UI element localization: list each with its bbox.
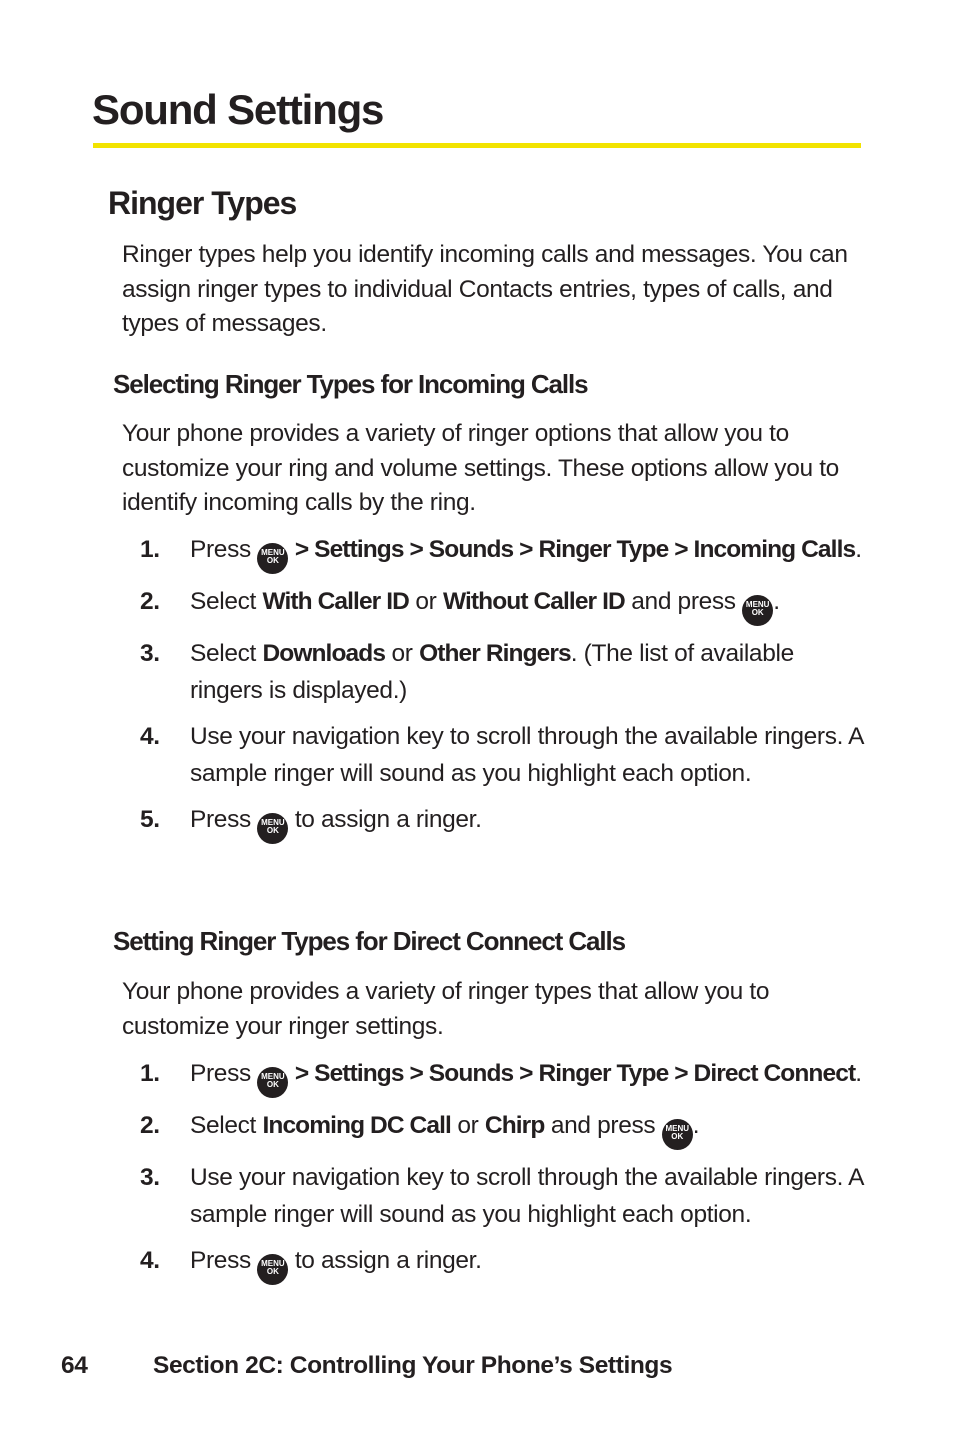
footer-section-title: Section 2C: Controlling Your Phone’s Settings [153, 1352, 673, 1379]
heading-incoming-calls: Selecting Ringer Types for Incoming Calls [113, 369, 588, 399]
incoming-step-2 [140, 584, 870, 626]
step-text: Press [190, 1247, 251, 1274]
page-title: Sound Settings [92, 86, 384, 133]
step-number: 3. [140, 640, 160, 667]
dc-step-1 [140, 1056, 870, 1098]
step-text: to assign a ringer. [294, 1247, 482, 1274]
option-without-caller-id: Without Caller ID [442, 588, 625, 615]
page-number: 64 [61, 1352, 88, 1379]
step-number: 4. [140, 1247, 160, 1274]
step-number: 2. [140, 1112, 160, 1139]
step-text: and press [550, 1112, 656, 1139]
section-heading-ringer-types: Ringer Types [108, 185, 297, 221]
menu-ok-key-icon: MENU OK [257, 1067, 288, 1098]
option-with-caller-id: With Caller ID [262, 588, 409, 615]
menu-ok-key-icon: MENU OK [257, 813, 288, 844]
step-text: Press [190, 806, 251, 833]
step-number: 3. [140, 1164, 160, 1191]
dc-steps [140, 1056, 870, 1295]
dc-step-3 [140, 1160, 870, 1233]
step-text: Use your navigation key to scroll through the available ringers. A sample ringer will sound as you highlight each option. [190, 1164, 863, 1228]
title-rule [93, 143, 861, 148]
dc-step-2 [140, 1108, 870, 1150]
step-text-end: . [773, 588, 780, 615]
step-text: Select [190, 1112, 256, 1139]
dc-intro: Your phone provides a variety of ringer types that allow you to customize your ringer settings. [122, 978, 770, 1040]
menu-ok-key-icon: MENU OK [257, 543, 288, 574]
step-text-or: or [415, 588, 437, 615]
incoming-step-5 [140, 802, 870, 844]
step-text-end: . [855, 1060, 862, 1087]
menu-ok-key-icon: MENU OK [257, 1254, 288, 1285]
step-text-end: . [692, 1112, 700, 1139]
step-text-end: . [855, 536, 862, 563]
option-downloads: Downloads [262, 640, 386, 667]
step-text: Use your navigation key to scroll through the available ringers. A sample ringer will sound as you highlight each option. [190, 723, 863, 787]
option-chirp: Chirp [484, 1112, 545, 1139]
step-text: Press [190, 1060, 251, 1087]
incoming-step-1 [140, 532, 870, 574]
incoming-step-4 [140, 719, 870, 792]
step-number: 5. [140, 806, 160, 833]
step-text-or: or [457, 1112, 479, 1139]
step-text: and press [631, 588, 736, 615]
ringer-types-intro: Ringer types help you identify incoming calls and messages. You can assign ringer types to individual Contacts entries, types of calls, and types of messages. [122, 241, 848, 338]
dc-step-4 [140, 1243, 870, 1285]
heading-direct-connect: Setting Ringer Types for Direct Connect Calls [113, 926, 626, 956]
step-text: Press [190, 536, 251, 563]
menu-ok-key-icon: MENU OK [662, 1119, 693, 1150]
incoming-step-3 [140, 636, 870, 709]
step-number: 2. [140, 588, 160, 615]
step-text: Select [190, 640, 256, 667]
menu-path: > Settings > Sounds > Ringer Type > Direct Connect [294, 1060, 856, 1087]
step-number: 1. [140, 536, 160, 563]
menu-ok-key-icon: MENU OK [742, 595, 773, 626]
step-text-or: or [391, 640, 413, 667]
incoming-intro: Your phone provides a variety of ringer options that allow you to customize your ring and volume settings. These options allow you to identify incoming calls by the ring. [122, 420, 839, 517]
step-text: to assign a ringer. [294, 806, 482, 833]
incoming-steps [140, 532, 870, 854]
option-other-ringers: Other Ringers [419, 640, 571, 667]
step-text: . (The list of available ringers is displayed.) [190, 640, 794, 704]
page-footer [61, 1348, 672, 1384]
option-incoming-dc-call: Incoming DC Call [262, 1112, 451, 1139]
step-number: 4. [140, 723, 160, 750]
menu-path: > Settings > Sounds > Ringer Type > Incoming Calls [294, 536, 856, 563]
step-number: 1. [140, 1060, 160, 1087]
step-text: Select [190, 588, 256, 615]
